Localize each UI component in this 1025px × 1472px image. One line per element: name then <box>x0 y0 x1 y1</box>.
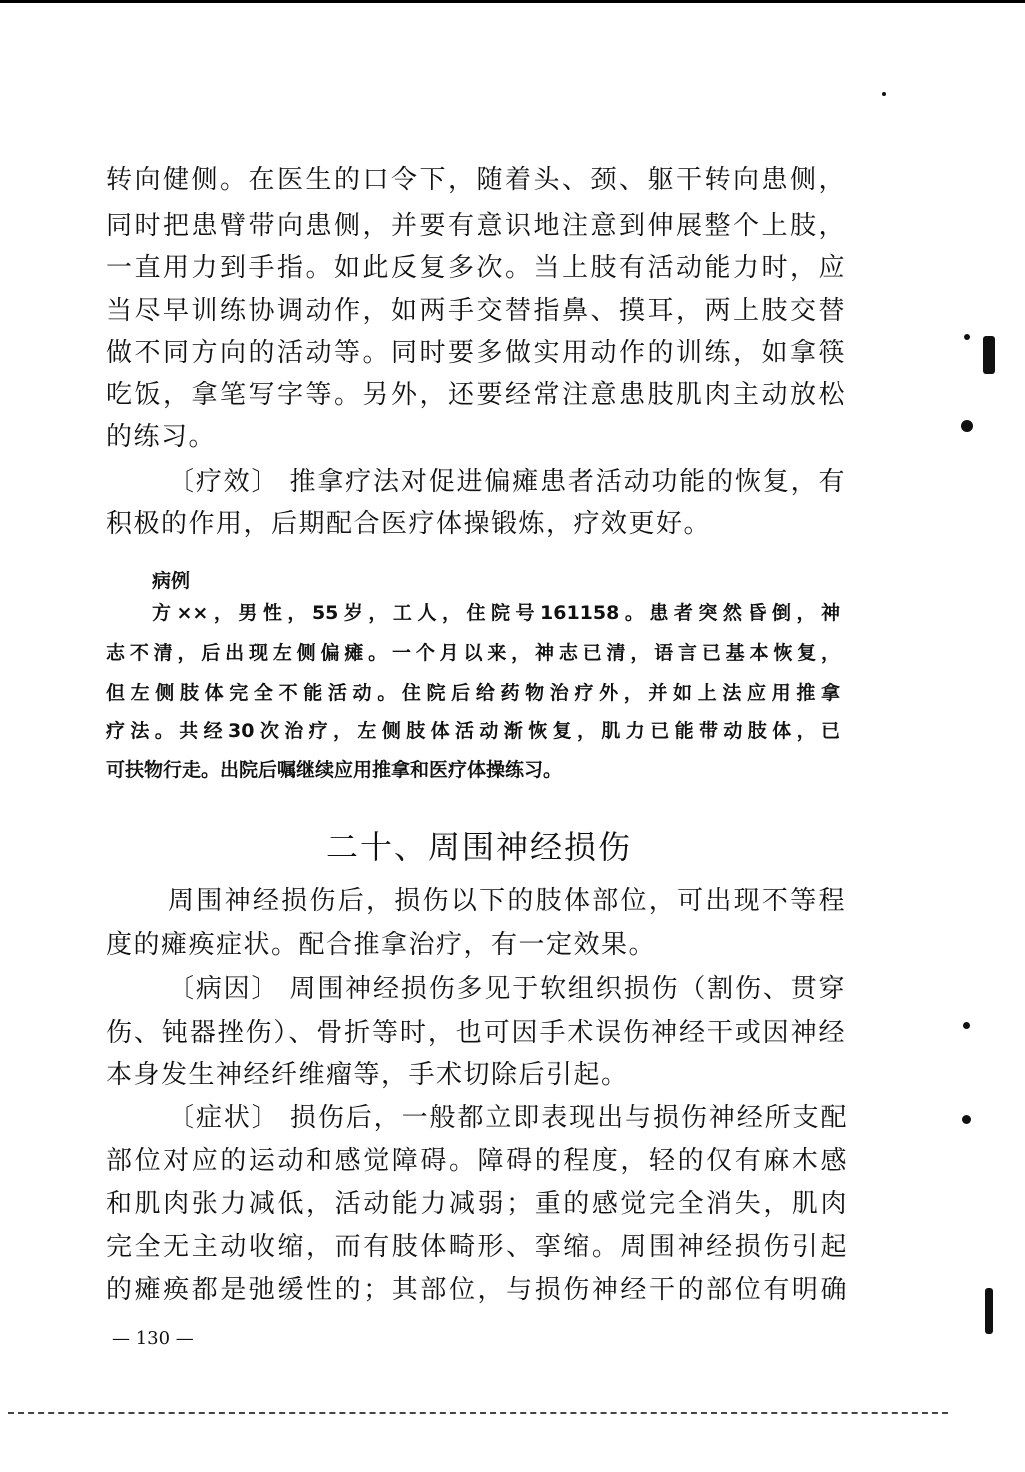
text-line: 的瘫痪都是弛缓性的；其部位，与损伤神经干的部位有明确 <box>106 1275 848 1305</box>
scan-mark <box>983 336 995 374</box>
text-line: 度的瘫痪症状。配合推拿治疗，有一定效果。 <box>106 930 657 960</box>
scan-speck <box>963 1022 970 1029</box>
section-title: 二十、周围神经损伤 <box>326 828 633 866</box>
scan-top-edge <box>0 0 1025 3</box>
case-line: 可扶物行走。出院后嘱继续应用推拿和医疗体操练习。 <box>106 759 563 781</box>
scan-bottom-edge <box>8 1412 948 1414</box>
text-line: 伤、钝器挫伤）、骨折等时，也可因手术误伤神经干或因神经 <box>106 1018 846 1048</box>
page-number: — 130 — <box>112 1328 194 1349</box>
text-line: 本身发生神经纤维瘤等，手术切除后引起。 <box>106 1060 629 1090</box>
case-line: 但左侧肢体完全不能活动。住院后给药物治疗外，并如上法应用推拿 <box>106 682 840 704</box>
case-line: 志不清，后出现左侧偏瘫。一个月以来，神志已清，语言已基本恢复， <box>106 642 840 664</box>
text-line: 积极的作用，后期配合医疗体操锻炼，疗效更好。 <box>106 509 712 539</box>
text-line: 完全无主动收缩，而有肢体畸形、挛缩。周围神经损伤引起 <box>106 1232 848 1262</box>
text-line: 一直用力到手指。如此反复多次。当上肢有活动能力时，应 <box>106 253 846 283</box>
scan-speck <box>962 1115 971 1124</box>
text-line: 〔症状〕 损伤后，一般都立即表现出与损伤神经所支配 <box>168 1103 848 1133</box>
case-heading: 病例 <box>152 570 191 592</box>
case-line: 疗法。共经30次治疗，左侧肢体活动渐恢复，肌力已能带动肢体，已 <box>106 720 840 742</box>
text-line: 吃饭，拿笔写字等。另外，还要经常注意患肢肌肉主动放松 <box>106 380 846 410</box>
text-line: 〔疗效〕 推拿疗法对促进偏瘫患者活动功能的恢复，有 <box>168 467 846 497</box>
text-line: 的练习。 <box>106 422 217 452</box>
text-line: 〔病因〕 周围神经损伤多见于软组织损伤（割伤、贯穿 <box>168 974 846 1004</box>
text-line: 做不同方向的活动等。同时要多做实用动作的训练，如拿筷 <box>106 338 846 368</box>
text-line: 转向健侧。在医生的口令下，随着头、颈、躯干转向患侧， <box>106 165 846 195</box>
scan-speck <box>961 420 973 432</box>
scan-mark <box>985 1288 993 1334</box>
text-line: 和肌肉张力减低，活动能力减弱；重的感觉完全消失，肌肉 <box>106 1189 848 1219</box>
case-line: 方××，男性，55岁，工人，住院号161158。患者突然昏倒，神 <box>152 602 840 624</box>
text-line: 同时把患臂带向患侧，并要有意识地注意到伸展整个上肢， <box>106 211 846 241</box>
text-line: 周围神经损伤后，损伤以下的肢体部位，可出现不等程 <box>168 886 846 916</box>
text-line: 当尽早训练协调动作，如两手交替指鼻、摸耳，两上肢交替 <box>106 296 846 326</box>
text-line: 部位对应的运动和感觉障碍。障碍的程度，轻的仅有麻木感 <box>106 1146 848 1176</box>
scan-speck <box>882 92 886 96</box>
scan-speck <box>964 334 970 340</box>
